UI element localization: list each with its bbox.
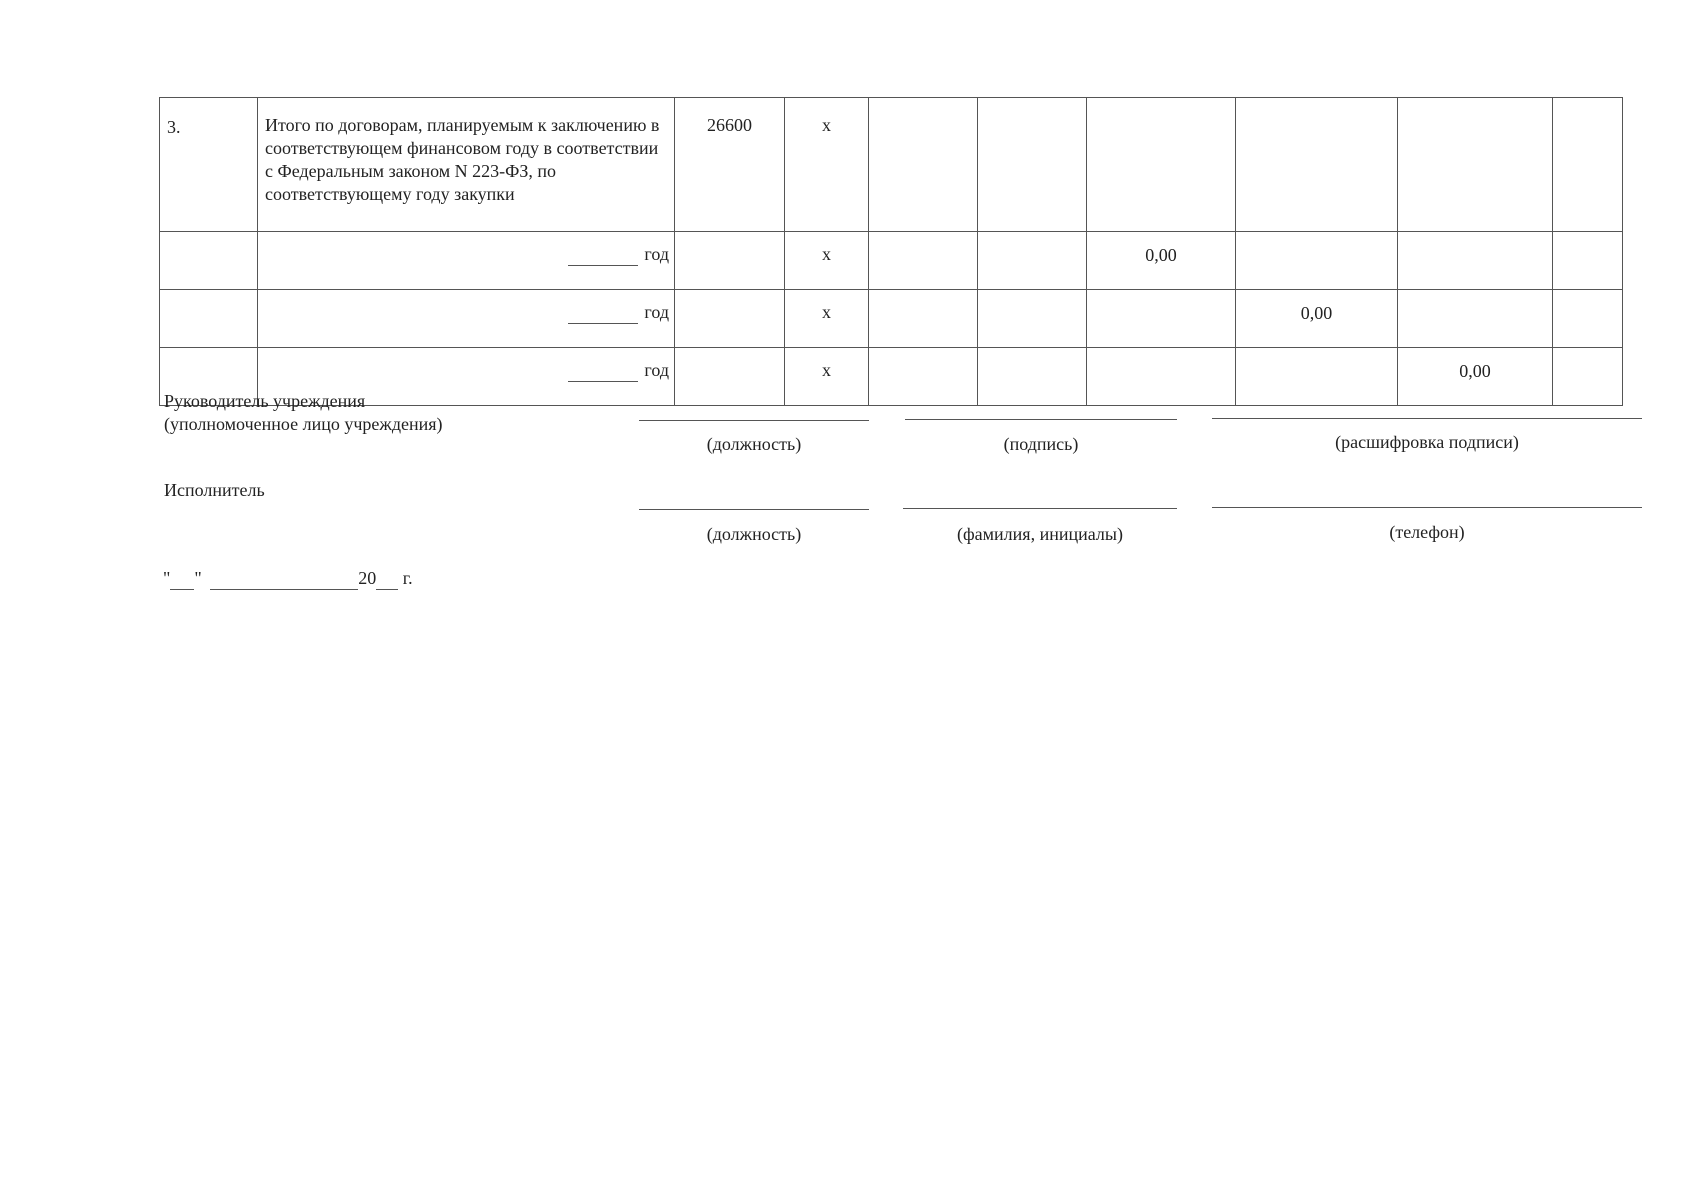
year-label: год xyxy=(644,302,669,322)
year-blank xyxy=(568,363,638,382)
empty-cell xyxy=(1087,290,1236,348)
year-label: год xyxy=(644,244,669,264)
executor-phone-caption: (телефон) xyxy=(1389,522,1465,542)
empty-cell xyxy=(1236,348,1398,406)
empty-cell xyxy=(869,232,978,290)
empty-cell xyxy=(1553,290,1623,348)
empty-cell xyxy=(675,348,785,406)
executor-label: Исполнитель xyxy=(164,480,265,500)
head-decryption-line xyxy=(1212,418,1642,419)
head-label-line1: Руководитель учреждения xyxy=(164,391,366,411)
head-signature-caption: (подпись) xyxy=(1003,434,1079,454)
year-blank xyxy=(568,305,638,324)
empty-cell xyxy=(1087,348,1236,406)
empty-cell xyxy=(978,232,1087,290)
date-year-suffix: г. xyxy=(402,568,413,588)
row-mark: x xyxy=(785,348,869,406)
row-mark: x xyxy=(785,98,869,232)
head-signature-line xyxy=(905,419,1177,420)
value-cell: 0,00 xyxy=(1087,232,1236,290)
year-blank xyxy=(568,247,638,266)
purchase-table xyxy=(159,97,1623,406)
empty-cell xyxy=(1398,98,1553,232)
table-row-total xyxy=(160,98,1623,232)
value-cell: 0,00 xyxy=(1236,290,1398,348)
empty-cell xyxy=(869,348,978,406)
row-mark: x xyxy=(785,290,869,348)
head-position-caption: (должность) xyxy=(706,434,802,454)
empty-cell xyxy=(1236,232,1398,290)
day-blank xyxy=(170,570,194,590)
head-position-line xyxy=(639,420,869,421)
empty-cell xyxy=(1553,348,1623,406)
row-number: 3. xyxy=(160,98,258,232)
empty-cell xyxy=(978,98,1087,232)
empty-cell xyxy=(160,232,258,290)
date-century: 20 xyxy=(358,568,377,588)
date-quote-close: " xyxy=(194,568,202,588)
empty-cell xyxy=(1398,290,1553,348)
executor-name-caption: (фамилия, инициалы) xyxy=(957,524,1123,544)
executor-name-line xyxy=(903,508,1177,509)
empty-cell xyxy=(978,348,1087,406)
row-mark: x xyxy=(785,232,869,290)
empty-cell xyxy=(1236,98,1398,232)
executor-position-line xyxy=(639,509,869,510)
executor-position-caption: (должность) xyxy=(706,524,802,544)
date-quote-open: " xyxy=(163,568,171,588)
table-row-year-3 xyxy=(160,348,1623,406)
empty-cell xyxy=(675,232,785,290)
month-blank xyxy=(210,570,358,590)
row-description: Итого по договорам, планируемым к заключению в соответствующем финансовом году в соответствии с Федеральным законом N 223-ФЗ, по соответствующему году закупки xyxy=(258,98,675,232)
year-cell xyxy=(258,290,675,348)
head-label-line2: (уполномоченное лицо учреждения) xyxy=(164,414,443,434)
head-decryption-caption: (расшифровка подписи) xyxy=(1335,432,1519,452)
empty-cell xyxy=(1087,98,1236,232)
empty-cell xyxy=(1398,232,1553,290)
date-line xyxy=(163,567,413,590)
empty-cell xyxy=(869,98,978,232)
row-code: 26600 xyxy=(675,98,785,232)
value-cell: 0,00 xyxy=(1398,348,1553,406)
executor-phone-line xyxy=(1212,507,1642,508)
year-cell xyxy=(258,232,675,290)
empty-cell xyxy=(978,290,1087,348)
table-row-year-1 xyxy=(160,232,1623,290)
year-label: год xyxy=(644,360,669,380)
table-row-year-2 xyxy=(160,290,1623,348)
empty-cell xyxy=(675,290,785,348)
empty-cell xyxy=(869,290,978,348)
year-suffix-blank xyxy=(376,570,398,590)
empty-cell xyxy=(1553,98,1623,232)
empty-cell xyxy=(1553,232,1623,290)
empty-cell xyxy=(160,290,258,348)
